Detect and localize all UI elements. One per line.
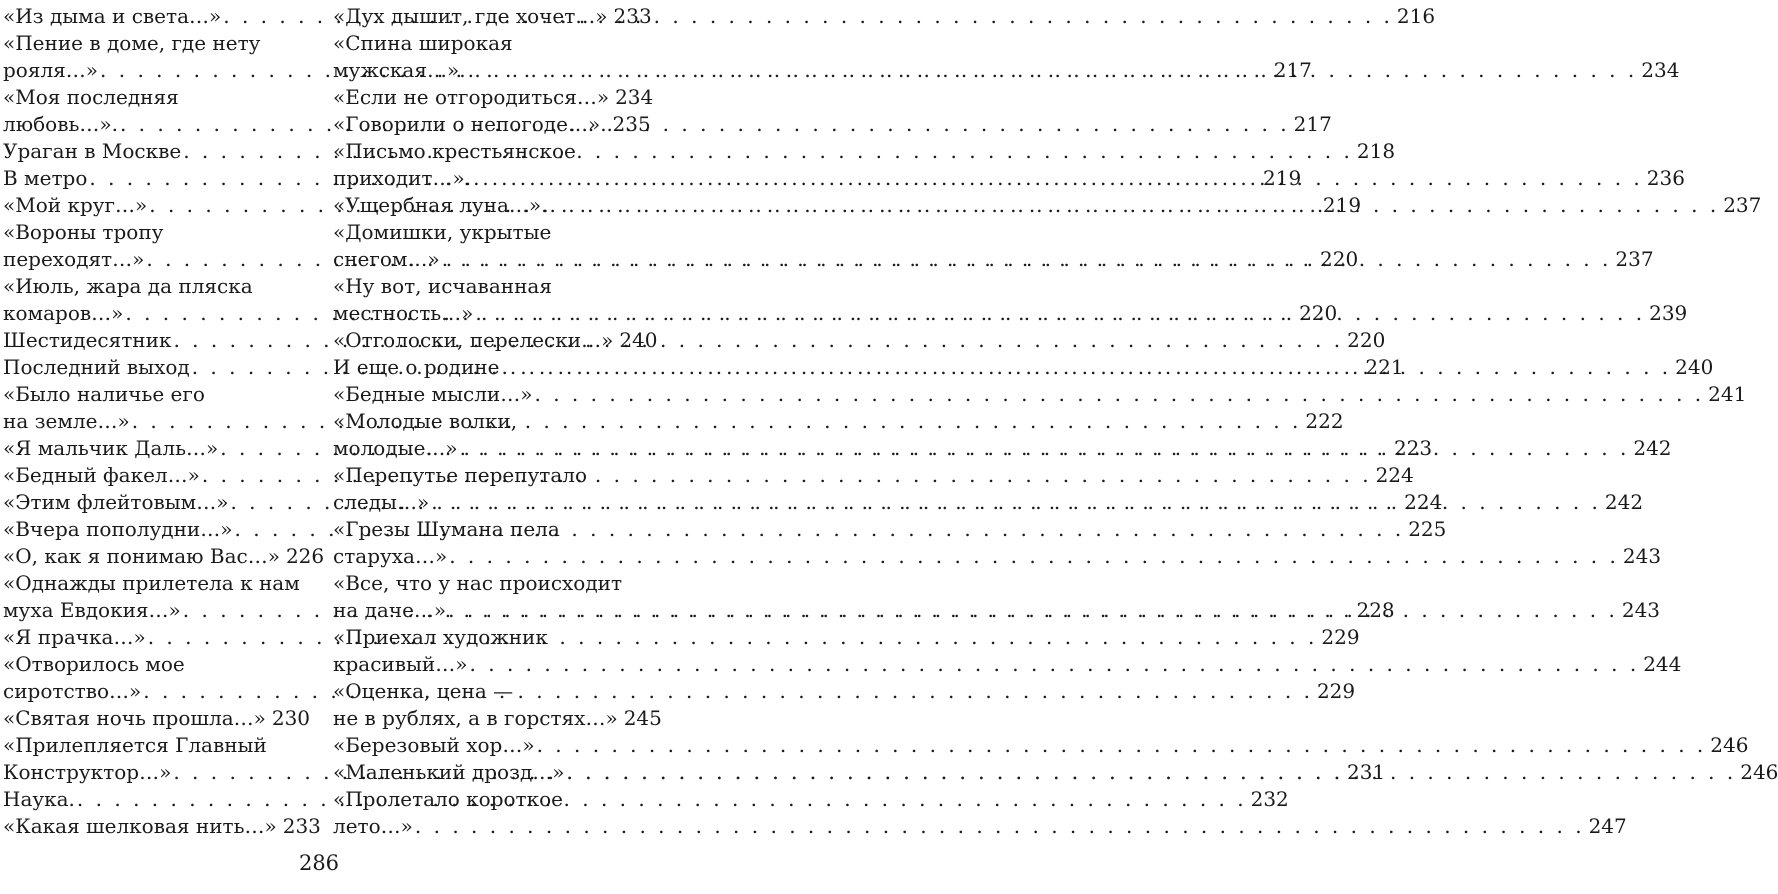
toc-entry-title: «О, как я понимаю Вас…» (3, 544, 280, 568)
toc-entry-page: 233 (282, 814, 321, 838)
toc-entry-title: «Ущербная луна…». (333, 193, 548, 217)
dot-leader (460, 435, 1630, 462)
toc-entry-page: 243 (1621, 598, 1661, 622)
toc-entry-page: 230 (271, 706, 311, 730)
toc-entry-title: любовь…». (3, 112, 118, 136)
toc-entry-title: местность…» (333, 301, 474, 325)
toc-entry-title: «Июль, жара да пляска (3, 274, 253, 298)
toc-entry-title: Наука. (3, 787, 75, 811)
toc-entry-title: «Прилепляется Главный (3, 733, 267, 757)
toc-entry-title: «Бедный факел…» (3, 463, 200, 487)
toc-entry-title: приходит…». (333, 166, 472, 190)
toc-entry (333, 3, 652, 30)
toc-entry-page: 246 (1740, 760, 1778, 784)
dot-leader (449, 543, 1619, 570)
toc-entry-page: 221 (1365, 355, 1404, 379)
toc-entry-title: мужская…». (333, 58, 466, 82)
toc-entry-title: «Отголоски, перелески…» (333, 328, 614, 352)
toc-entry-title: «Молодые волки, (333, 409, 518, 433)
toc-entry-line (3, 732, 301, 759)
toc-entry-page: 222 (1305, 409, 1344, 433)
toc-entry-line (333, 219, 631, 246)
toc-entry-line (333, 3, 652, 30)
toc-entry-title: «Маленький дрозд…» (333, 760, 565, 784)
toc-entry-line (333, 705, 662, 732)
toc-entry-title: Ураган в Москве (3, 139, 182, 163)
toc-entry-page: 233 (613, 4, 652, 28)
toc-entry-line (333, 732, 1749, 759)
page-number: 286 (298, 851, 340, 875)
toc-entry-page: 240 (619, 328, 658, 352)
toc-entry-title: «Отворилось мое (3, 652, 185, 676)
toc-entry-title: «Перепутье перепутало (333, 463, 588, 487)
toc-entry-title: «Письмо крестьянское (333, 139, 576, 163)
toc-entry-page: 220 (1299, 301, 1338, 325)
dot-leader (120, 111, 1290, 138)
toc-entry-page: 245 (623, 706, 662, 730)
toc-entry-title: «Пение в доме, где нету (3, 31, 261, 55)
toc-entry-page: 240 (1675, 355, 1714, 379)
toc-entry-page: 231 (1347, 760, 1386, 784)
dot-leader (550, 192, 1720, 219)
toc-entry-page: 243 (1622, 544, 1662, 568)
toc-entry (333, 678, 662, 732)
toc-entry-title: «Моя последняя (3, 85, 179, 109)
dot-leader (567, 759, 1737, 786)
toc-entry (3, 705, 311, 732)
dot-leader (148, 624, 1318, 651)
toc-entry-page: 219 (1263, 166, 1302, 190)
toc-entry-title: красивый…» (333, 652, 468, 676)
toc-entry-title: «Вороны тропу (3, 220, 164, 244)
toc-entry-line (333, 786, 631, 813)
dot-leader (473, 165, 1643, 192)
toc-entry-title: старуха…» (333, 544, 448, 568)
toc-entry-title: «Было наличье его (3, 382, 205, 406)
toc-entry (333, 732, 1749, 759)
toc-entry-title: «Если не отгородиться…» (333, 85, 610, 109)
toc-entry-page: 244 (1643, 652, 1682, 676)
toc-entry-line (333, 462, 631, 489)
toc-entry-page: 216 (1396, 4, 1436, 28)
toc-entry-page: 234 (615, 85, 654, 109)
toc-entry-title: «Я прачка…» (3, 625, 146, 649)
toc-entry-line (333, 30, 631, 57)
toc-entry-line (333, 273, 631, 300)
toc-entry-title: «Пролетало короткое (333, 787, 563, 811)
toc-entry-title: лето…» (333, 814, 413, 838)
toc-entry-page: 237 (1723, 193, 1762, 217)
toc-entry-title: «Мой круг…» (3, 193, 148, 217)
toc-entry-page: 229 (1316, 679, 1356, 703)
toc-entry-line (333, 543, 1662, 570)
toc-entry-page: 242 (1604, 490, 1644, 514)
toc-entry-title: «Спина широкая (333, 31, 513, 55)
dot-leader (143, 678, 1313, 705)
toc-entry-page: 234 (1641, 58, 1680, 82)
toc-entry-title: В метро (3, 166, 88, 190)
toc-entry-line (333, 516, 631, 543)
toc-entry-title: Последний выход (3, 355, 190, 379)
toc-entry-title: «Вчера пополудни…» (3, 517, 233, 541)
toc-entry-title: «Однажды прилетела к нам (3, 571, 300, 595)
toc-entry (333, 381, 1747, 408)
toc-entry-title: Шестидесятник (3, 328, 172, 352)
toc-entry-title: «Все, что у нас происходит (333, 571, 623, 595)
toc-entry-title: «Оценка, цена — (333, 679, 514, 703)
toc-entry-page: 228 (1356, 598, 1395, 622)
toc-entry-title: молодые…» (333, 436, 458, 460)
toc-entry-page: 236 (1646, 166, 1685, 190)
toc-entry-page: 223 (1393, 436, 1433, 460)
toc-entry-line (3, 219, 301, 246)
toc-entry-line (3, 705, 311, 732)
toc-entry-page: 225 (1408, 517, 1447, 541)
toc-entry-line (333, 408, 631, 435)
dot-leader (534, 381, 1704, 408)
toc-entry-title: «Бедные мысли…» (333, 382, 533, 406)
toc-entry-title: снегом…» (333, 247, 440, 271)
toc-entry-title: «Какая шелковая нить…» (3, 814, 277, 838)
toc-entry-line (333, 381, 1747, 408)
toc-entry-line (333, 138, 631, 165)
toc-entry-page: 242 (1633, 436, 1672, 460)
toc-entry-line (333, 678, 631, 705)
toc-entry-page: 219 (1322, 193, 1362, 217)
toc-entry-line (333, 624, 631, 651)
toc-entry-page: 220 (1347, 328, 1386, 352)
toc-entry-line (3, 381, 301, 408)
toc-entry-page: 229 (1321, 625, 1360, 649)
toc-entry-title: не в рублях, а в горстях…» (333, 706, 618, 730)
toc-entry-title: «Приехал художник (333, 625, 548, 649)
toc-entry-line (333, 651, 1682, 678)
dot-leader (475, 300, 1645, 327)
toc-entry-line (3, 273, 301, 300)
toc-entry-page: 220 (1320, 247, 1359, 271)
toc-entry (3, 813, 321, 840)
toc-entry-title: муха Евдокия…» (3, 598, 181, 622)
toc-entry-line (3, 570, 301, 597)
toc-entry-page: 224 (1404, 490, 1443, 514)
toc-entry-line (333, 813, 1627, 840)
toc-entry-title: «Грезы Шумана пела (333, 517, 560, 541)
toc-entry-page: 232 (1250, 787, 1289, 811)
toc-entry-title: «Говорили о непогоде…». (333, 112, 607, 136)
toc-entry-title: «Домишки, укрытые (333, 220, 552, 244)
toc-entry-title: комаров…» (3, 301, 124, 325)
toc-entry-line (333, 111, 651, 138)
toc-entry (333, 327, 658, 354)
dot-leader (415, 813, 1585, 840)
toc-entry-line (3, 813, 321, 840)
dot-leader (77, 786, 1247, 813)
toc-entry (333, 111, 651, 138)
toc-entry (3, 543, 325, 570)
toc-entry-page: 237 (1615, 247, 1654, 271)
dot-leader (501, 354, 1671, 381)
toc-entry-title: «Из дыма и света…» (3, 4, 222, 28)
toc-entry-title: переходят…» (3, 247, 145, 271)
toc-entry-title: на земле…» (3, 409, 130, 433)
toc-entry-page: 217 (1273, 58, 1312, 82)
dot-leader (470, 651, 1640, 678)
toc-entry-line (3, 84, 301, 111)
toc-entry-title: «Этим флейтовым…» (3, 490, 229, 514)
toc-entry (333, 84, 654, 111)
toc-entry-page: 239 (1649, 301, 1688, 325)
toc-entry-line (333, 84, 654, 111)
toc-entry-line (333, 327, 658, 354)
toc-entry-page: 217 (1293, 112, 1332, 136)
dot-leader (431, 489, 1601, 516)
dot-leader (448, 597, 1618, 624)
toc-entry-line (3, 543, 325, 570)
toc-entry-title: И еще о родине (333, 355, 500, 379)
toc-entry-page: 247 (1588, 814, 1627, 838)
toc-entry-title: следы…» (333, 490, 430, 514)
toc-entry-page: 235 (612, 112, 651, 136)
toc-entry-title: «Ну вот, исчаванная (333, 274, 552, 298)
toc-entry-title: Конструктор…» (3, 760, 172, 784)
toc-entry-page: 241 (1708, 382, 1747, 406)
dot-leader (132, 408, 1302, 435)
toc-entry-line (3, 30, 301, 57)
toc-entry-title: «Я мальчик Даль…» (3, 436, 219, 460)
dot-leader (537, 732, 1707, 759)
toc-entry-title: на даче…» (333, 598, 447, 622)
toc-entry-page: 224 (1375, 463, 1414, 487)
toc-entry-title: «Березовый хор…» (333, 733, 535, 757)
toc-entry-page: 246 (1710, 733, 1749, 757)
toc-entry-title: рояля…» (3, 58, 99, 82)
dot-leader (468, 57, 1638, 84)
dot-leader (442, 246, 1612, 273)
toc-entry-line (3, 651, 301, 678)
toc-entry-page: 218 (1356, 139, 1396, 163)
toc-entry-line (333, 570, 631, 597)
toc-entry-title: «Дух дышит, где хочет…» (333, 4, 608, 28)
toc-entry-title: сиротство…» (3, 679, 142, 703)
toc-entry-page: 226 (285, 544, 325, 568)
toc-entry-title: «Святая ночь прошла…» (3, 706, 266, 730)
